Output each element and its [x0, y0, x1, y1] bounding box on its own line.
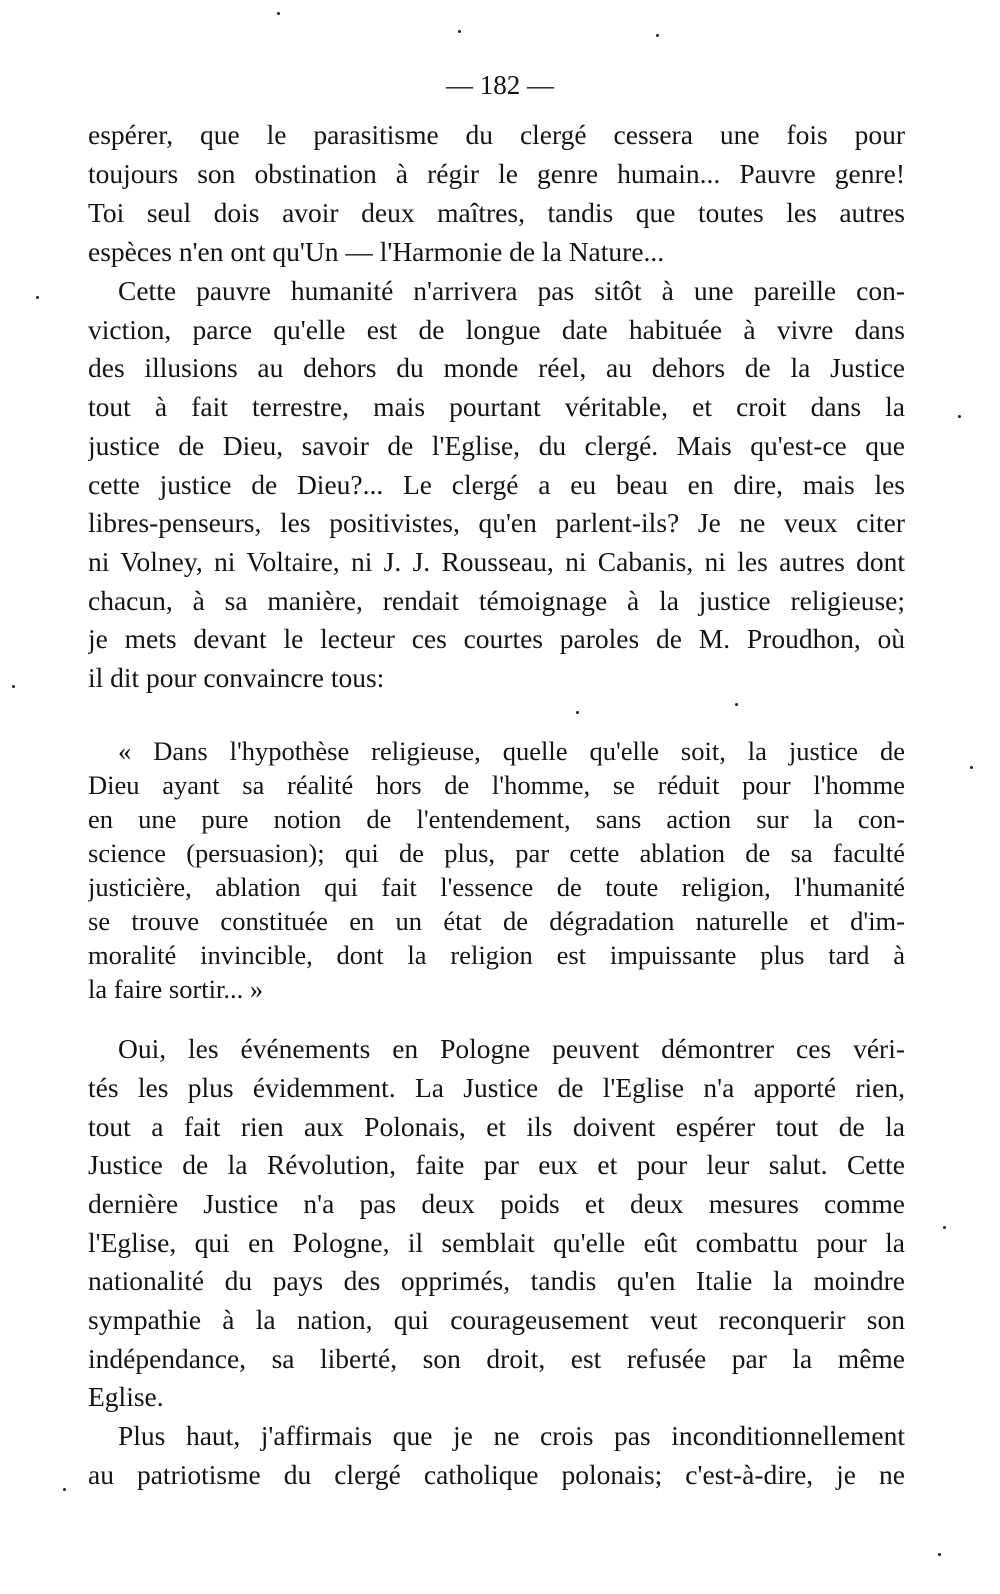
scan-speck: [970, 766, 973, 769]
quote-line: science (persuasion); qui de plus, par cette ablation de sa faculté: [88, 838, 905, 868]
scan-speck: [958, 415, 961, 418]
text-line: sympathie à la nation, qui courageusement veut reconquerir son: [88, 1304, 905, 1335]
scan-speck: [458, 30, 461, 33]
text-line: Cette pauvre humanité n'arrivera pas sitôt à une pareille con-: [118, 275, 905, 306]
scan-speck: [943, 1226, 946, 1229]
text-line: nationalité du pays des opprimés, tandis qu'en Italie la moindre: [88, 1265, 905, 1296]
text-line: viction, parce qu'elle est de longue date habituée à vivre dans: [88, 314, 905, 345]
scan-speck: [12, 685, 15, 688]
text-line: Justice de la Révolution, faite par eux et pour leur salut. Cette: [88, 1149, 905, 1180]
quote-line: « Dans l'hypothèse religieuse, quelle qu'elle soit, la justice de: [118, 736, 905, 766]
text-line: libres-penseurs, les positivistes, qu'en parlent-ils? Je ne veux citer: [88, 507, 905, 538]
text-line: espèces n'en ont qu'Un — l'Harmonie de la Nature...: [88, 236, 665, 267]
quote-line: se trouve constituée en un état de dégradation naturelle et d'im-: [88, 906, 905, 936]
text-line: tout à fait terrestre, mais pourtant véritable, et croit dans la: [88, 391, 905, 422]
quote-line: justicière, ablation qui fait l'essence de toute religion, l'humanité: [88, 872, 905, 902]
scan-speck: [36, 296, 39, 299]
text-line: tout a fait rien aux Polonais, et ils doivent espérer tout de la: [88, 1111, 905, 1142]
text-line: cette justice de Dieu?... Le clergé a eu beau en dire, mais les: [88, 469, 905, 500]
text-line: Oui, les événements en Pologne peuvent démontrer ces véri-: [118, 1033, 905, 1064]
scan-speck: [656, 34, 659, 37]
text-line: dernière Justice n'a pas deux poids et deux mesures comme: [88, 1188, 905, 1219]
text-line: des illusions au dehors du monde réel, au dehors de la Justice: [88, 352, 905, 383]
text-line: tés les plus évidemment. La Justice de l'Eglise n'a apporté rien,: [88, 1072, 905, 1103]
scan-speck: [735, 703, 738, 706]
text-line: au patriotisme du clergé catholique polonais; c'est-à-dire, je ne: [88, 1459, 905, 1490]
scan-speck: [63, 1488, 66, 1491]
scan-speck: [576, 711, 579, 714]
quote-line: moralité invincible, dont la religion est impuissante plus tard à: [88, 940, 905, 970]
text-line: ni Volney, ni Voltaire, ni J. J. Rousseau, ni Cabanis, ni les autres dont: [88, 546, 905, 577]
quote-line: en une pure notion de l'entendement, sans action sur la con-: [88, 804, 905, 834]
text-line: chacun, à sa manière, rendait témoignage à la justice religieuse;: [88, 585, 905, 616]
scan-speck: [938, 1553, 941, 1556]
text-line: espérer, que le parasitisme du clergé cessera une fois pour: [88, 119, 905, 150]
quote-line: Dieu ayant sa réalité hors de l'homme, se réduit pour l'homme: [88, 770, 905, 800]
quote-line: la faire sortir... »: [88, 974, 264, 1004]
text-line: Plus haut, j'affirmais que je ne crois pas inconditionnellement: [118, 1420, 905, 1451]
text-line: Eglise.: [88, 1381, 164, 1412]
page-number: — 182 —: [446, 70, 554, 100]
text-line: indépendance, sa liberté, son droit, est refusée par la même: [88, 1343, 905, 1374]
text-line: justice de Dieu, savoir de l'Eglise, du clergé. Mais qu'est-ce que: [88, 430, 905, 461]
text-line: l'Eglise, qui en Pologne, il semblait qu'elle eût combattu pour la: [88, 1227, 905, 1258]
text-line: Toi seul dois avoir deux maîtres, tandis que toutes les autres: [88, 197, 905, 228]
text-line: il dit pour convaincre tous:: [88, 662, 385, 693]
scan-speck: [277, 12, 280, 15]
text-line: je mets devant le lecteur ces courtes paroles de M. Proudhon, où: [88, 623, 905, 654]
text-line: toujours son obstination à régir le genre humain... Pauvre genre!: [88, 158, 905, 189]
